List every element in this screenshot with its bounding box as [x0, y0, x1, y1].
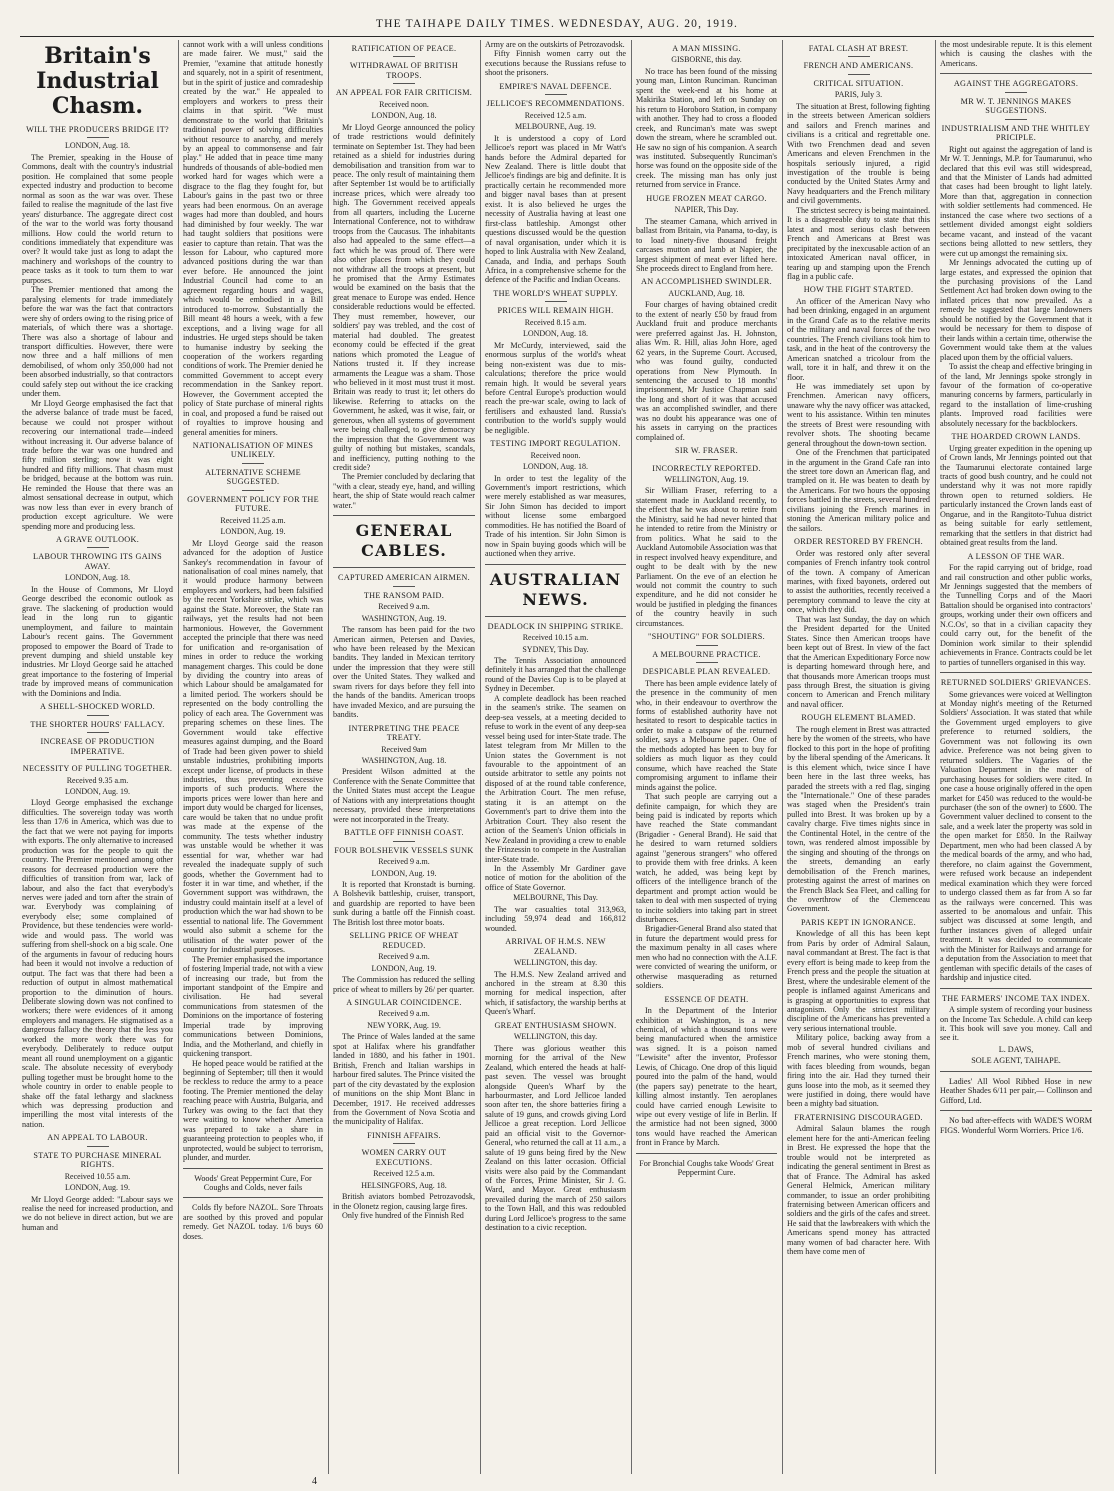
paragraph: The steamer Camana, which arrived in ballast from Britain, via Panama, to-day, is to load ninety-five thousand freight carcases mutton and lamb at Napier, the largest shipment of meat ever lifted here. She proceeds direct to England from here. [636, 216, 777, 273]
heading: A SINGULAR COINCIDENCE. [346, 997, 462, 1007]
paragraph: The strictest secrecy is being maintained. It is a disagreeable duty to state that this latest and most serious clash between French and Americans at Brest was precipitated by the inexcusable action of an intoxicated American naval officer, in tearing up and stamping upon the French flag in a public cafe. [787, 205, 930, 281]
paragraph: An officer of the American Navy who had been drinking, engaged in an argument in the Grand Cafe as to the relative merits of the military and naval forces of the two countries. The French civilians took him to task, and in the heat of the controversy the American snatched a tricolour from the wall, tore it in half, and threw it on the floor. [787, 296, 930, 382]
heading: BATTLE OFF FINNISH COAST. [344, 828, 464, 838]
subheading: AN APPEAL FOR FAIR CRITICISM. [335, 88, 473, 98]
paragraph: President Wilson admitted at the Conference with the Senate Committee that the United States must accept the League of Nations with any interpretations thought necessary, provided these interpretations were not incorporated in the Treaty. [333, 767, 475, 824]
heading: RETURNED SOLDIERS' GRIEVANCES. [940, 678, 1092, 688]
subheading: PRICES WILL REMAIN HIGH. [497, 306, 614, 316]
section-headline: AUSTRALIAN NEWS. [489, 569, 622, 609]
dateline: LONDON, Aug. 18. [522, 462, 589, 472]
paragraph: Military police, backing away from a mob of several hundred civilians and French marines, who were stoning them, with faces bleeding from wounds, began firing into the air. Had they turned their guns loose into the mob, as it seemed they were justified in doing, there would have been a mighty bad situation. [787, 1033, 930, 1109]
dateline: NEW YORK, Aug. 19. [367, 1020, 441, 1030]
paragraph: It is reported that Kronstadt is burning. A Bolshevik battleship, cruiser, transport, and guardship are reported to have been sunk during a battle off the Finnish coast. The British lost three motor boats. [333, 879, 475, 927]
paragraph: To assist the cheap and effective bringing in of the land, Mr Jennings spoke strongly in favour of the formation of co-operative manuring concerns by farmers, particularly in regard to the installation of lime-crushing plants. Improved road facilities were absolutely necessary for the backblockers. [940, 362, 1092, 428]
subheading: INDUSTRIALISM AND THE WHITLEY PRICIPLE. [941, 123, 1091, 143]
dateline: PARIS, July 3. [834, 90, 883, 100]
heading: AGAINST THE AGGREGATORS. [953, 79, 1079, 89]
dateline: WELLINGTON, this day. [513, 1032, 598, 1042]
paragraph: Mr McCurdy, interviewed, said the enormous surplus of the world's wheat being non-existent was due to mis-calculations; therefore the price would remain high. It would be several years before Central Europe's production would reach the pre-war scale, owing to lack of fertilisers and exhausted land. Russia's contribution to the world's supply would be negligible. [485, 340, 626, 435]
paragraph: The Commission has reduced the selling price of wheat to millers by 26/ per quarter. [333, 975, 475, 994]
heading: HOW THE FIGHT STARTED. [803, 285, 914, 295]
subheading: WILL THE PRODUCERS BRIDGE IT? [26, 125, 169, 134]
received-time: Received noon. [379, 99, 429, 109]
heading: THE FARMERS' INCOME TAX INDEX. [941, 993, 1091, 1003]
heading: CAPTURED AMERICAN AIRMEN. [338, 573, 470, 583]
advertisement: Colds fly before NAZOL. Sore Throats are soothed by this proved and popular remedy. Get NAZOL today. 1/6 buys 60 doses. [183, 1203, 323, 1241]
subheading: INCORRECTLY REPORTED. [652, 463, 761, 473]
paragraph: The Prince of Wales landed at the same spot at Halifax where his grandfather landed in 1880, and his father in 1901. British, French and Italian warships in harbour fired salutes. The Prince visited the part of the city devastated by the explosion of munitions on the ship Mont Blanc in December, 1917. He received addresses from the Government of Nova Scotia and the municipality of Halifax. [333, 1032, 475, 1127]
heading: TESTING IMPORT REGULATION. [490, 439, 621, 449]
paragraph: That such people are carrying out a definite campaign, for which they are being paid is indicated by reports which have reached the State commandant (Brigadier - General Brand). He said that he desired to warn returned soldiers against "generous strangers" who offered to provide them with free drinks. A keen watch, he added, was being kept by officers of the intelligence branch of the department and prompt action would be taken to deal with men suspected of trying to incite soldiers into taking part in street disturbances. [636, 792, 777, 924]
heading: A LESSON OF THE WAR. [967, 551, 1065, 561]
column-rule [935, 40, 936, 1474]
heading: AN ACCOMPLISHED SWINDLER. [641, 277, 772, 287]
column-4 [485, 40, 626, 1470]
heading: NATIONALISATION OF MINES UNLIKELY. [192, 441, 314, 460]
dateline: HELSINGFORS, Aug. 18. [361, 1180, 447, 1190]
paragraph: One of the Frenchmen that participated in the argument in the Grand Cafe ran into the street tore down an American flag, and trampled on it. He was beaten to death by the Americans. For two hours the opposing forces battled in the streets, several hundred civilians joining the French marines in stoning the American military police and the sailors. [787, 448, 930, 533]
heading: SELLING PRICE OF WHEAT REDUCED. [349, 931, 459, 950]
heading: ORDER RESTORED BY FRENCH. [794, 537, 923, 547]
column-2 [183, 40, 323, 1470]
subheading: LABOUR THROWING ITS GAINS AWAY. [32, 552, 163, 571]
received-time: Received noon. [530, 450, 581, 460]
dateline: LONDON, Aug. 19. [64, 787, 131, 796]
received-time: Received 10.15 a.m. [522, 633, 589, 643]
advertisement: For Bronchial Coughs take Woods' Great Peppermint Cure. [639, 1158, 774, 1178]
paragraph: In the Assembly Mr Gardiner gave notice of motion for the abolition of the office of State Governor. [485, 863, 626, 892]
paragraph: He was immediately set upon by Frenchmen. American navy officers, unaware why the navy officer was attacked, went to his assistance. Within ten minutes the streets of Brest were resounding with revolver shots. The shooting became general throughout the down-town section. [787, 381, 930, 448]
received-time: Received 9 a.m. [378, 952, 430, 962]
paragraph: It is understood a copy of Lord Jellicoe's report was placed in Mr Watt's hands before the Admiral departed for New Zealand. There is little doubt that Jellicoe's findings are big and definite. It is practically certain he recommended more and bigger naval bases than at present exist. It is also believed he urges the necessity of Australia having at least one first-class battleship. Amongst other questions discussed would be the question of naval organisation, under which it is hoped to link Australia with New Zealand, Canada, and India, and perhaps South Africa, in a comprehensive scheme for the defence of the Pacific and Indian Oceans. [485, 133, 626, 285]
heading: THE WORLD'S WHEAT SUPPLY. [493, 288, 618, 298]
dateline: LONDON, Aug. 19. [371, 868, 437, 878]
dateline: LONDON, Aug. 19. [64, 1183, 131, 1193]
paragraph: The H.M.S. New Zealand arrived and anchored in the stream at 8.30 this morning for medical inspection, after which, if satisfactory, the warship berths at Queen's Wharf. [485, 969, 626, 1017]
paragraph: Some grievances were voiced at Wellington at Monday night's meeting of the Returned Soldiers' Association. It was stated that while the Government urged employers to give preference to returned soldiers, the Government was not following its own advice. Preference was not being given to returned soldiers. The Vagaries of the Valuation Department in the matter of purchasing houses for soldiers were cited. In one case a house originally offered in the open market for £450 was reduced to the would-be purchaser (the son of the owner) to £600. The Government valuer declined to consent to the sale, and a week later the property was sold in the open market for £850. In the Railway Department, men who had been classed A by the medical boards of the army, and who had, therefore, no claim against the Government, were refused work because an independent medical examination which they were forced to undergo classed them as far from A so far as the railways were concerned. This was asserted to be anomalous and unfair. This subject was discussed at some length, and further instances given of alleged unfair treatment. It was decided to communicate with the Minister for Railways and arrange for a deputation from the Association to meet that gentleman with specific details of the cases of hardship and injustice cited. [940, 689, 1092, 983]
subheading: NECESSITY OF PULLING TOGETHER. [22, 764, 173, 774]
dateline: LONDON, Aug. 19. [371, 963, 437, 973]
paragraph: Mr Lloyd George said the reason advanced for the adoption of Justice Sankey's recommendation in favour of nationalisation of coal mines namely, that it would produce harmony between employers and workers, had been falsified by the recent Yorkshire strike, which was against the State. Moreover, the State ran railways, yet the results had not been harmonious. However, the Government accepted the principle that there was need for unification and re-organisation of mines in order to reduce the working management charges. This could be done by dividing the country into areas of which Labour should be amalgamated for a limited period. The workers should be represented on the body controlling the policy of each area. The Government was preparing schemes on these lines. The Government would take effective measures against dumping, and the Board of Trade had been given power to shield unstable industries, prohibiting imports except under license, of products in these industries, thus preventing excessive imports of such products. Where the imports prices were lower than here and import duty would be charged for licenses, care would be taken that no undue profit was made at the expense of the community. The tests whether industry was unstable would be whether it was essential for war, whether war had revealed the inadequate supply of such goods, whether the Government had to foster it in war time, and whether, if the Government support was withdrawn, the industry could maintain itself at a level of production which the war had shown to be essential to national life. The Government would also submit a scheme for the utilisation of the water power of the country for industrial purposes. [183, 538, 323, 955]
heading: INTERPRETING THE PEACE TREATY. [348, 723, 460, 743]
paragraph: There has been ample evidence lately of the presence in the community of men who, in their endeavour to overthrow the forms of established authority have not hesitated to resort to despicable tactics in order to make a catspaw of the returned soldier, says a Melbourne paper. One of the methods adopted has been to buy for soldiers as much liquor as they could consume, which have reached the State compromising argument to inflame their minds against the police. [636, 678, 777, 792]
dateline: LONDON, Aug. 18. [64, 141, 131, 151]
dateline: GISBORNE, this day. [671, 55, 742, 65]
paragraph: A complete deadlock has been reached in the seamen's strike. The seamen on deep-sea vessels, at a meeting decided to refuse to work in the event of any deep-sea vessel being used for inter-State trade. The latest telegram from Mr Millen to the Union states the Government is not favourable to the appointment of an outside arbitrator to settle any points not disposed of at the round table conference, the Arbitration Court. The men refuse, stating it is an attempt on the Government's part to drive them into the Arbitration Court. They also resent the action of the Seamen's Union officials in New Zealand in providing a crew to enable the Frinzessin to compete in the Australian inter-State trade. [485, 693, 626, 864]
paragraph: The Tennis Association announced definitely it has arranged that the challenge round of the Davies Cup is to be played at Sydney in December. [485, 656, 626, 694]
heading: EMPIRE'S NAVAL DEFENCE. [499, 81, 612, 91]
paragraph: Right out against the aggregation of land is Mr W. T. Jennings, M.P. for Taumarunui, who declared that this evil was still widespread, and that the Minister of Lands had admitted that cases had been brought to light lately. More than that, aggregation in connection with soldier settlements had commenced. He instanced the case where two sections of a settlement divided amongst eight soldiers became vacant, and instead of the vacant sections being allotted to new settlers, they were cut up amongst the remaining six. [940, 144, 1092, 258]
paragraph: He hoped peace would be ratified at the beginning of September; till then it would be reckless to reduce the army to a peace footing. The Premier mentioned the delay reaching peace with Austria, Bulgaria, and Turkey was owing to the fact that they were waiting to know whether America was prepared to take a share in guaranteeing protection to peoples who, if unprotected, would be subject to terrorism, plunder, and murder. [183, 1058, 323, 1163]
paragraph: British aviators bombed Petrozavodsk, in the Olonetz region, causing large fires. [333, 1192, 475, 1211]
received-time: Received 12.5 a.m. [373, 1169, 435, 1179]
paragraph: Sir William Fraser, referring to a statement made in Auckland recently, to the effect that he was about to retire from the Ministry, said he had never hinted that he intended to retire from the Ministry or from politics. What he said to the Auckland Automobile Association was that in respect involved heavy expenditure, and ought to be dealt with by the new Parliament. On the eve of an election he would not commit the country to such expenditure, and he did not consider he would be justified in pledging the finances of the country heavily in such circumstances. [636, 486, 777, 628]
paragraph: In the House of Commons, Mr Lloyd George described the economic outlook as grave. The slackening of production would lead in the long run to gigantic unemployment, and failure to maintain Labour's recent gains. The Government proposed to empower the Board of Trade to prevent dumping and shield unstable key industries. Mr Lloyd George said he attached great importance to the fostering of Imperial trade by improved means of communication with the Dominions and India. [22, 584, 173, 698]
paragraph: The Premier emphasised the importance of fostering Imperial trade, not with a view of increasing our trade, but from the important standpoint of the Empire and civilisation. He had several communications from statesmen of the Dominions on the importance of fostering Imperial trade by improving communications between Dominions, India, and the Motherland, and chiefly in quickening transport. [183, 954, 323, 1059]
dateline: WELLINGTON, this day. [513, 958, 598, 968]
dateline: WELLINGTON, Aug. 19. [664, 475, 749, 485]
dateline: MELBOURNE, Aug. 19. [514, 122, 597, 132]
heading: ARRIVAL OF H.M.S. NEW ZEALAND. [505, 937, 606, 956]
advertisement: Ladies' All Wool Ribbed Hose in new Heather Shades 6/11 per pair,— Collinson and Gifford, Ltd. [940, 1076, 1092, 1105]
paragraph: Only five hundred of the Finnish Red [342, 1211, 464, 1221]
heading: SIR W. FRASER. [675, 446, 738, 456]
heading: ESSENCE OF DEATH. [664, 994, 749, 1004]
subheading: DESPICABLE PLAN REVEALED. [642, 667, 771, 677]
subheading: JELLICOE'S RECOMMENDATIONS. [486, 99, 625, 109]
column-1 [22, 40, 173, 1470]
masthead: THE TAIHAPE DAILY TIMES. WEDNESDAY, AUG. 20, 1919. [20, 14, 1094, 37]
received-time: Received 11.25 a.m. [220, 515, 286, 525]
paragraph: The situation at Brest, following fighting in the streets between American soldiers and sailors and French marines and civilians is a critical and regrettable one. With two Frenchmen dead and seven Americans and eleven Frenchmen in the hospitals seriously injured, a rigid investigation of the trouble is being conducted by the United States Army and Navy headquarters and the French military and civil governments. [787, 101, 930, 206]
paragraph: For the rapid carrying out of bridge, road and rail construction and other public works, Mr Jennings suggested that the members of the Tunnelling Corps and of the Maori Battalion should be organised into contractors' groups, working under their own officers and N.C.Os', so that in a civilian capacity they could carry out, for the benefit of the Dominion work similar to their splendid achievements in France. Contracts could be let to parties of tunnellers organised in this way. [940, 563, 1092, 667]
heading: AN APPEAL TO LABOUR. [47, 1133, 148, 1143]
paragraph: There was glorious weather this morning for the arrival of the New Zealand, which entered the heads at half-past seven. The vessel was brought alongside Queen's Wharf by the harbourmaster, and Lord Jellicoe landed soon after ten, the shore batteries firing a salute of 19 guns, and crowds giving Lord Jellicoe a great reception. Lord Jellicoe paid an official visit to the Governor-General, who returned the call at 11 a.m., a salute of 19 guns being fired by the New Zealand on this latter occasion. Official visits were also paid by the Commandant of the Forces, Prime Minister, Sir J. G. Ward, and Mayor. Great enthusiasm prevailed during the march of 250 sailors to the Town Hall, and this was redoubled during Lord Jellicoe's progress to the same destination to a civic reception. [485, 1043, 626, 1233]
column-rule [782, 40, 783, 1474]
section-headline: GENERAL CABLES. [355, 521, 453, 561]
heading: DEADLOCK IN SHIPPING STRIKE. [487, 621, 624, 631]
subheading: WOMEN CARRY OUT EXECUTIONS. [361, 1148, 447, 1167]
dateline: MELBOURNE, This Day. [513, 893, 598, 903]
paragraph: cannot work with a will unless conditions are made fairer. We must," said the Premier, "examine that attitude honestly and squarely, not in a spirit of resentment, but in the spirit of justice and comradeship created by the war." He appealed to employers and workers to press their claims in that spirit. "We must demonstrate to the world that Britain's traditional power of solving difficulties without resource to anarchy, and merely by an appeal to commonsense and fair play." He added that in peace time many hundreds of thousands of able-bodied men worked hard for wages which were a disgrace to the flag they fought for, but Labour's gains in the past two or three years had been enormous. On an average wages had more than doubled, and hours had diminished by four weekly. The war had taught soldiers that positions were easier to capture than retain. That was the lesson for Labour, who captured more advanced positions during the war than ever before. He announced the joint Industrial Council had come to an agreement regarding hours and wages, which would be embodied in a Bill introduced to-morrow. Substantially the Bill meant 48 hours a week, with a few exceptions, and a living wage for all industries. He urged steps should be taken to humanise industry by seeking the cooperation of the workers regarding conditions of work. The Premier denied he committed Government to accept every recommendation in the Sankey report. However, the Government accepted the policy of State purchase of mineral rights in coal, and proposed a fund be raised out of royalties to improve housing and general amenities for miners. [183, 40, 323, 437]
received-time: Received 9 a.m. [378, 602, 430, 612]
dateline: NAPIER, This Day. [674, 205, 739, 215]
paragraph: Lloyd George emphasised the exchange difficulties. The sovereign today was worth less than 17/6 in America, which was due to the fact that we were not paying for imports with exports. The only alternative to increased production was for the people to quit the country. The Premier mentioned among other reasons for decreased production were the difficulties of transition from war, lack of labour, and also the fact that everybody's nerves were jaded and torn after the strain of war. Everybody was complaining of everybody else; some complained of Providence, but these tendencies were world-wide and would pass. The world was suffering from shell-shock on a big scale. One of the arguments in favour of reducing hours had been it would not involve a reduction of output. The fact was that there had been a reduction of output in almost mathematical proportion to the diminution of hours. Deliberate slowing down was not confined to workers; there were evidences of it among employers and managers. He stigmatised as a dangerous fallacy the theory that the less you worked the more work there was for everybody. Deliberately to reduce output meant all round unemployment on a gigantic scale. The absolute necessity of everybody pulling together must be brought home to the whole country in order to enable people to shake off the fatal lethargy and slackness which was depressing production and imperilling the most vital interests of the nation. [22, 798, 173, 1129]
subheading: A MELBOURNE PRACTICE. [652, 649, 761, 659]
column-rule [480, 40, 481, 1474]
paragraph: The rough element in Brest was attracted here by the women of the streets, who have flocked to this port in the hope of profiting by the liberal spending of the Americans. It is this element which, twice since I have been here in the last three weeks, has paraded the streets with a red flag, singing the "Internationale." One of these parades was staged when the President's train pulled into Brest. It was broken up by a cavalry charge. Five times nights since in the Continental Hotel, in the centre of the town, was rendered almost impossible by the singing and shouting of the throngs on the streets, demanding an early demobilisation of the French marines, protesting against the arrest of marines on the French Black Sea Fleet, and calling for the overthrow of the Clemenceau Government. [787, 724, 930, 914]
heading: FRATERNISING DISCOURAGED. [794, 1112, 923, 1122]
subheading: THE RANSOM PAID. [363, 590, 445, 600]
paragraph: The Premier concluded by declaring that "with a clear, steady eye, hand, and willing heart, the ship of State would reach calmer water." [333, 472, 475, 510]
paragraph: The ransom has been paid for the two American airmen, Petersen and Davies, who have been released by the Mexican bandits. They landed in Mexican territory under the impression that they were still over the United States. They walked and swam rivers for days before they fell into the hands of the bandits. American troops have invaded Mexico, and are pursuing the bandits. [333, 625, 475, 720]
subheading: INCREASE OF PRODUCTION IMPERATIVE. [40, 737, 155, 756]
heading: RATIFICATION OF PEACE. [351, 44, 457, 53]
column-5 [636, 40, 777, 1470]
paragraph: In the Department of the Interior exhibition at Washington, is a new chemical, of which a thousand tons were being manufactured when the armistice was signed. It is a poison named "Lewisite" after the inventor, Professor Lewis, of Chicago. One drop of this liquid poured into the palm of the hand, would (the papers say) penetrate to the heart, killing almost instantly. Ten aeroplanes could have carried enough Lewisite to wipe out every vestige of life in Berlin. If the armistice had not been signed, 3000 tons would have reached the American front in France by March. [636, 1006, 777, 1148]
paragraph: Urging greater expedition in the opening up of Crown lands, Mr Jennings pointed out that the Taumarunui electorate contained large tracts of good bush country, and he could not understand why it was not more rapidly thrown open to returned soldiers. He particularly instanced the Crown lands east of Ongarue, and in the Rangitoto-Tuhua district as being suitable for early settlement, remarking that the settlers in that district had obtained great results from the land. [940, 443, 1092, 548]
subheading: FRENCH AND AMERICANS. [803, 61, 914, 71]
paragraph: Brigadier-General Brand also stated that in future the department would press for the maximum penalty in all cases where men who had no connection with the A.I.F. were convicted of wearing the uniform, or otherwise masquerading as returned soldiers. [636, 924, 777, 991]
subheading: ALTERNATIVE SCHEME SUGGESTED. [205, 467, 301, 487]
paragraph: Fifty Finnish women carry out the executions because the Russians refuse to shoot the prisoners. [485, 49, 626, 78]
subheading: CRITICAL SITUATION. [813, 78, 904, 88]
column-6 [787, 40, 930, 1470]
subheading: FOUR BOLSHEVIK VESSELS SUNK [334, 845, 474, 855]
heading: A GRAVE OUTLOOK. [55, 535, 140, 545]
dateline: LONDON, Aug. 19. [220, 527, 286, 537]
paragraph: The war casualties total 313,963, including 59,974 dead and 166,812 wounded. [485, 904, 626, 933]
heading: "SHOUTING" FOR SOLDIERS. [648, 632, 765, 642]
dateline: AUCKLAND, Aug. 18. [668, 288, 745, 298]
advertisement: Woods' Great Peppermint Cure, For Coughs and Colds, never fails [194, 1173, 312, 1193]
received-time: Received 9am [381, 744, 427, 754]
heading: FATAL CLASH AT BREST. [808, 44, 909, 53]
subheading: WITHDRAWAL OF BRITISH TROOPS. [349, 61, 459, 80]
headline: Britain's Industrial Chasm. [36, 43, 159, 119]
paragraph: Admiral Salaun blames the rough element here for the anti-American feeling in Brest. He expressed the hope that the trouble would not be interpreted as indicating the general sentiment in Brest as that of France. The Admiral has asked General Helmick, American military commander, to issue an order prohibiting fraternising between American officers and soldiers and the girls of the cafes and street. He said that the lawbreakers with which the Americans spend money has attracted many women of bad character here. With them have come men of [787, 1124, 930, 1257]
subheading: MR W. T. JENNINGS MAKES SUGGESTIONS. [960, 96, 1072, 116]
paragraph: Knowledge of all this has been kept from Paris by order of Admiral Salaun, naval commandant at Brest. The fact is that every effort is being made to keep from the French press and the people the situation at Brest, where the undesirable element of the people is inflamed against Americans and is grasping at opportunities to express that antagonism. Only the strictest military discipline of the Americans has prevented a very serious international trouble. [787, 929, 930, 1033]
heading: GREAT ENTHUSIASM SHOWN. [494, 1020, 617, 1030]
dateline: WASHINGTON, Aug. 19. [361, 613, 447, 623]
received-time: Received 9 a.m. [378, 857, 430, 867]
heading: HUGE FROZEN MEAT CARGO. [646, 193, 767, 203]
received-time: Received 9 a.m. [378, 1009, 430, 1019]
paragraph: In order to test the legality of the Government's import restrictions, which were merely established as war measures, Sir John Simon has decided to import without license some embargoed commodities. He has notified the Board of Trade of his intention. Sir John Simon is now in Spain buying goods which will be auctioned when they arrive. [485, 473, 626, 559]
paragraph: Order was restored only after several companies of French infantry took control of the town. A company of American marines, with fixed bayonets, ordered out to assist the authorities, recently received a peremptory command to leave the city at once, which they did. [787, 548, 930, 615]
heading: FINNISH AFFAIRS. [367, 1130, 441, 1140]
received-time: Received 12.5 a.m. [524, 110, 587, 120]
heading: ROUGH ELEMENT BLAMED. [801, 713, 916, 723]
paragraph: Four charges of having obtained credit to the extent of nearly £50 by fraud from Auckland fruit and produce merchants were preferred against Jas. H. Johnston, alias Wm. R. Hill, alias John Hore, aged 62 years, in the Supreme Court. Accused, who was found guilty, conducted operations from New Plymouth. In sentencing the accused to 18 months' imprisonment, Mr Justice Chapman said the long and short of it was that accused was an accomplished swindler, and there was no doubt his appearance was one of his assets in carrying on the practices complained of. [636, 300, 777, 442]
heading: A SHELL-SHOCKED WORLD. [40, 702, 155, 712]
dateline: LONDON, Aug. 18. [522, 329, 589, 339]
column-3 [333, 40, 475, 1470]
received-time: Received 9.35 a.m. [66, 775, 129, 785]
dateline: LONDON, Aug. 18. [64, 573, 131, 583]
advertisement: SOLE AGENT, TAIHAPE. [971, 1056, 1061, 1066]
received-time: Received 8.15 a.m. [524, 317, 587, 327]
heading: PARIS KEPT IN IGNORANCE. [800, 917, 916, 927]
heading: A MAN MISSING. [672, 44, 741, 53]
paragraph: Mr Lloyd George announced the policy of trade restrictions would definitely terminate on September 1st. They had been retained as a shield for industries during demobilisation and transition from war to peace. The only result of maintaining them after September 1st would be to artificially increase prices, which were already too high. The Government received appeals from all quarters, including the Lucerne International Conference, not to withdraw troops from the Caucasus. The inhabitants also had appealed to the same effect—a fact which he was proud of. There were also other places from which they could not withdraw all the troops at present, but he promised that the Army Estimates would be examined on the basis that the great menace to Europe was ended. Hence considerable reductions would be effected. They must remember, however, our soldiers' pay was trebled, and the cost of material had doubled. The greatest economy could be effected if the great nations which promoted the League of Nations trusted it. If they increase armaments the League was a sham. Those who believed in it most must trust it most. Britain was ready to trust it; let others do likewise. Referring to attacks on the Government, he asked, was it wise, fair, or generous, when all systems of government were being challenged, to give democracy the impression that the Government was guilty of nothing but mistakes, scandals, and inefficiency, putting nothing to the credit side? [333, 122, 475, 473]
column-rule [178, 40, 179, 1474]
advertisement: L. DAWS, [998, 1044, 1034, 1054]
subheading: STATE TO PURCHASE MINERAL RIGHTS. [33, 1150, 162, 1170]
paragraph: The Premier mentioned that among the paralysing elements for trade immediately before the war was the fact that contractors were shy of orders owing to the rising price of materials, of which there was a shortage. There was also a shortage of labour and transport difficulties. However, there were now three and a half millions of men demobilised, of whom only 350,000 had not been absorbed industrially, so that contractors could safely step out without the ice cracking under them. [22, 285, 173, 399]
paragraph: Mr Lloyd George emphasised the fact that the adverse balance of trade must be faced, because we could not prosper without recovering our international trade—indeed without increasing it. Our adverse balance of trade before the war was one hundred and fifty million sterling; now it was eight hundred and fifty millions. That chasm must be bridged, because at the bottom was ruin. He reminded the House that there was an almost sensational decrease in output, which was now less than ever in every branch of production except agriculture. We were spending more and producing less. [22, 398, 173, 531]
heading: THE HOARDED CROWN LANDS. [951, 432, 1081, 442]
paragraph: Army are on the outskirts of Petrozavodsk. [485, 40, 625, 49]
paragraph: A simple system of recording your business on the Income Tax Schedule. A child can keep it. This book will save you money. Call and see it. [940, 1005, 1092, 1043]
subheading: GOVERNMENT POLICY FOR THE FUTURE. [187, 494, 319, 514]
column-rule [328, 40, 329, 1474]
received-time: Received 10.55 a.m. [64, 1171, 131, 1181]
column-rule [631, 40, 632, 1474]
paragraph: the most undesirable repute. It is this element which is causing the clashes with the Americans. [940, 40, 1092, 68]
column-7 [940, 40, 1092, 1470]
subheading: THE SHORTER HOURS' FALLACY. [30, 719, 165, 729]
advertisement: No bad after-effects with WADE'S WORM FIGS. Wonderful Worm Worriers. Price 1/6. [940, 1116, 1092, 1135]
paragraph: Mr Jennings advocated the cutting up of large estates, and expressed the opinion that the purchasing provisions of the Land Settlement Act had broken down owing to the inflated prices that now prevailed. As a remedy he suggested that large landowners should be notified by the Government that it would be necessary for them to dispose of their lands within a certain time, otherwise the Government would take them at the values placed upon them by the official valuers. [940, 258, 1092, 362]
paragraph: The Premier, speaking in the House of Commons, dealt with the country's industrial position. He complained that some people expected industry and production to become normal as soon as the war was over. These failed to realise the magnitude of the last five years' disturbance. The aggregate direct cost of the war to the world was forty thousand millions. How could the world return to conditions immediately that expenditure was over? It would take just as long to adapt the machinery and workshops of the country to peace tasks as it took to turn them to war purposes. [22, 152, 173, 285]
dateline: SYDNEY, This Day. [522, 644, 589, 654]
page-number: 4 [312, 1476, 317, 1487]
paragraph: Mr Lloyd George added: "Labour says we realise the need for increased production, and we do not believe in direct action, but we are human and [22, 1194, 173, 1232]
dateline: LONDON, Aug. 18. [371, 111, 437, 121]
dateline: WASHINGTON, Aug. 18. [361, 756, 447, 765]
paragraph: That was last Sunday, the day on which the President departed for the United States. Since then American troops have been kept out of Brest. In view of the fact that the American Expeditionary Force now is departing homeward through here, and that thousands more American troops must pass through Brest, the situation is giving concern to American and French military and naval officer. [787, 614, 930, 709]
paragraph: No trace has been found of the missing young man, Linton Runciman. Runciman spent the week-end at his home at Makirika Station, and left on Sunday on his return to Horoboro Station, in company with another. They had to cross a flooded creek, and Runciman's mate was swept down the stream, where he scrambled out. He saw no sign of his companion. A search was instituted. Subsequently Runciman's horse was found on the opposite side of the creek. The missing man has only just returned from service in France. [636, 66, 777, 190]
